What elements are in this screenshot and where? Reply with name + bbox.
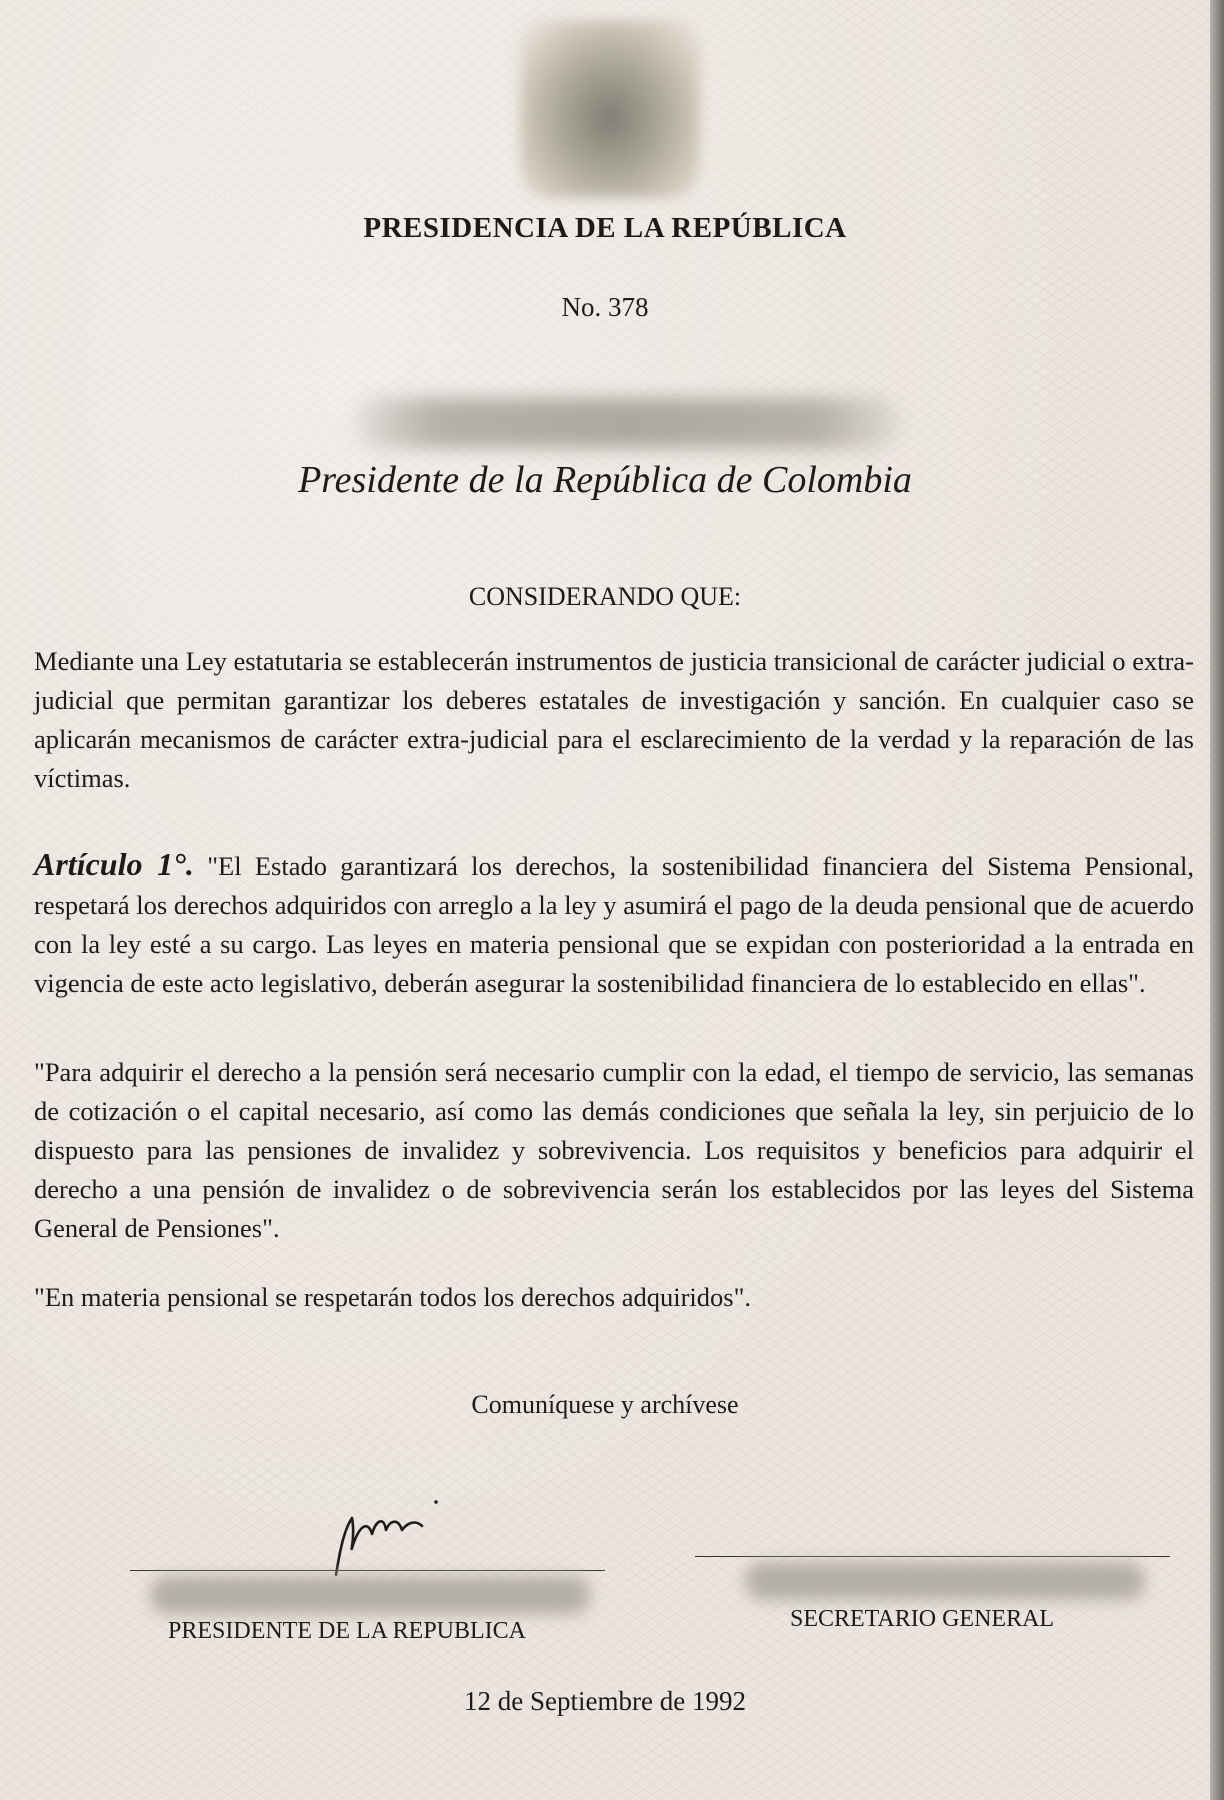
coat-of-arms-emblem-blurred <box>520 20 700 198</box>
redacted-president-name <box>355 398 900 448</box>
signature-line-president <box>130 1570 605 1571</box>
signature-label-secretary: SECRETARIO GENERAL <box>790 1606 1055 1632</box>
header-title: PRESIDENCIA DE LA REPÚBLICA <box>363 212 847 244</box>
page-edge-shadow <box>1210 0 1224 1800</box>
paragraph-acquired-rights: "En materia pensional se respetarán todos los derechos adquiridos". <box>34 1282 752 1312</box>
paragraph-article-1 <box>34 845 1194 1003</box>
paragraph-pension-requirements: "Para adquirir el derecho a la pensión será necesario cumplir con la edad, el tiempo de servicio, las semanas de cotización o el capital necesario, así como las demás condiciones que señala la ley, sin perjuicio de lo dispuesto para las pensiones de invalidez y sobrevivencia. Los requisitos y beneficios para adquirir el derecho a una pensión de invalidez o de sobrevivencia serán los establecidos por las leyes del Sistema General de Pensiones". <box>34 1057 1194 1243</box>
article-label: Artículo 1°. <box>34 846 194 882</box>
closing-statement: Comuníquese y archívese <box>471 1390 739 1419</box>
document-date: 12 de Septiembre de 1992 <box>464 1686 746 1716</box>
president-signature-mark <box>326 1480 476 1580</box>
article-1-text: "El Estado garantizará los derechos, la sostenibilidad financiera del Sistema Pensional, respetará los derechos adquiridos con arreglo a la ley y asumirá el pago de la deuda pensional que de acuerdo con la ley esté a su cargo. Las leyes en materia pensional que se expidan con posterioridad a la entrada en vigencia de este acto legislativo, deberán asegurar la sostenibilidad financiera de lo establecido en ellas". <box>34 851 1195 998</box>
redacted-secretary-name <box>745 1562 1145 1600</box>
considerando-heading: CONSIDERANDO QUE: <box>468 582 742 611</box>
president-title: Presidente de la República de Colombia <box>298 459 912 501</box>
signature-line-secretary <box>695 1556 1170 1557</box>
document-number: No. 378 <box>561 292 649 322</box>
signature-label-president: PRESIDENTE DE LA REPUBLICA <box>168 1618 527 1644</box>
redacted-president-signatory-name <box>150 1576 590 1614</box>
paragraph-considerando: Mediante una Ley estatutaria se establecerán instrumentos de justicia transicional de carácter judicial o extra-judicial que permitan garantizar los deberes estatales de investigación y sanción. En cualquier caso se aplicarán mecanismos de carácter extra-judicial para el esclarecimiento de la verdad y la reparación de las víctimas. <box>34 646 1194 793</box>
